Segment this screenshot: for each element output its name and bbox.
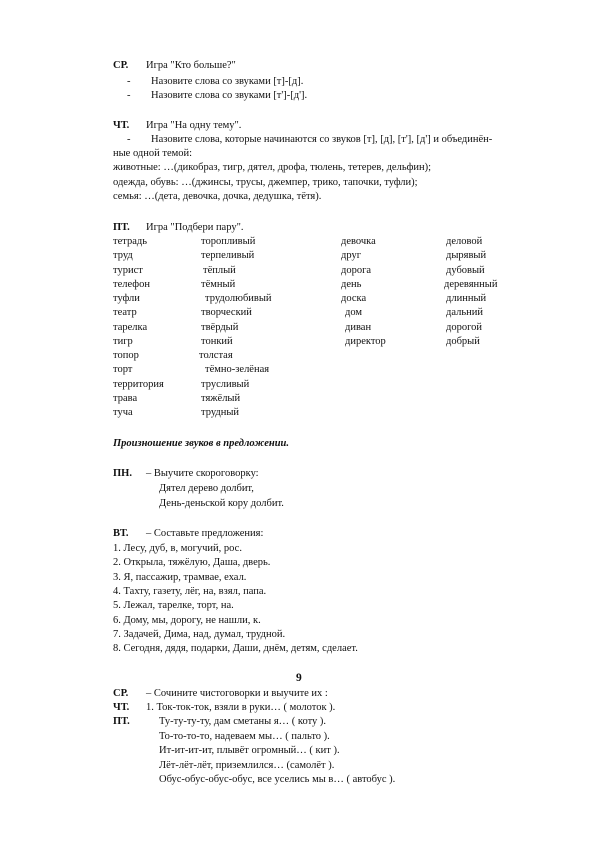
s6-line: Обус-обус-обус-обус, все уселись мы в… ( автобус ). bbox=[159, 774, 396, 785]
word-col1: театр bbox=[113, 307, 137, 318]
word-col2: тяжёлый bbox=[201, 393, 241, 404]
word-col2: тонкий bbox=[201, 336, 233, 347]
word-col4: добрый bbox=[446, 336, 480, 347]
word-col2: терпеливый bbox=[201, 250, 255, 261]
s2-text-1: Назовите слова, которые начинаются со звуков [т], [д], [т'], [д'] и объединён- bbox=[151, 134, 493, 145]
word-col2: торопливый bbox=[201, 236, 256, 247]
s6-intro: – Сочините чистоговорки и выучите их : bbox=[146, 688, 328, 699]
word-col1: труд bbox=[113, 250, 133, 261]
dash-bullet: - bbox=[127, 76, 131, 87]
word-col2: трудолюбивый bbox=[205, 293, 272, 304]
s5-item: 8. Сегодня, дядя, подарки, Даши, днём, детям, сделает. bbox=[113, 643, 358, 654]
word-col3: дорога bbox=[341, 265, 372, 276]
dash-bullet: - bbox=[127, 90, 131, 101]
word-col3: дом bbox=[345, 307, 363, 318]
s5-item: 4. Тахту, газету, лёг, на, взял, папа. bbox=[113, 586, 267, 597]
word-col1: тетрадь bbox=[113, 236, 148, 247]
s5-item: 1. Лесу, дуб, в, могучий, рос. bbox=[113, 543, 242, 554]
word-col1: туфли bbox=[113, 293, 140, 304]
s6-line: Ту-ту-ту-ту, дам сметаны я… ( коту ). bbox=[159, 716, 327, 727]
word-col1: тигр bbox=[113, 336, 133, 347]
word-col2: тёплый bbox=[203, 265, 236, 276]
word-col4: дальний bbox=[446, 307, 483, 318]
word-col1: топор bbox=[113, 350, 139, 361]
word-col1: туча bbox=[113, 407, 133, 418]
s2-line-2: одежда, обувь: …(джинсы, трусы, джемпер, трико, тапочки, туфли); bbox=[113, 177, 418, 188]
word-col2: трусливый bbox=[201, 379, 250, 390]
word-col4: дырявый bbox=[446, 250, 487, 261]
s3-title: Игра "Подбери пару". bbox=[146, 222, 244, 233]
s4-intro: – Выучите скороговорку: bbox=[146, 468, 259, 479]
word-col3: директор bbox=[345, 336, 386, 347]
s2-label: ЧТ. bbox=[113, 120, 130, 131]
word-col1: турист bbox=[113, 265, 143, 276]
s1-label: СР. bbox=[113, 60, 129, 71]
s5-item: 3. Я, пассажир, трамвае, ехал. bbox=[113, 572, 247, 583]
word-col4: деловой bbox=[446, 236, 483, 247]
s4-line-1: Дятел дерево долбит, bbox=[159, 483, 254, 494]
s6-line: Лёт-лёт-лёт, приземлился… (самолёт ). bbox=[159, 760, 335, 771]
word-col2: толстая bbox=[199, 350, 233, 361]
word-col4: деревянный bbox=[444, 279, 498, 290]
s5-intro: – Составьте предложения: bbox=[146, 528, 264, 539]
s6-line: Ит-ит-ит-ит, плывёт огромный… ( кит ). bbox=[159, 745, 340, 756]
s3-label: ПТ. bbox=[113, 222, 130, 233]
s2-text-2: ные одной темой: bbox=[113, 148, 193, 159]
word-col4: дубовый bbox=[446, 265, 485, 276]
word-col3: девочка bbox=[341, 236, 376, 247]
s6-label: СР. bbox=[113, 688, 129, 699]
s2-line-1: животные: …(дикобраз, тигр, дятел, дрофа, тюлень, тетерев, дельфин); bbox=[113, 162, 432, 173]
word-col1: трава bbox=[113, 393, 138, 404]
s6-label-3: ПТ. bbox=[113, 716, 130, 727]
s4-label: ПН. bbox=[113, 468, 132, 479]
s6-item-1: 1. Ток-ток-ток, взяли в руки… ( молоток ). bbox=[146, 702, 336, 713]
word-col3: день bbox=[341, 279, 362, 290]
word-col3: доска bbox=[341, 293, 367, 304]
dash-bullet: - bbox=[127, 134, 131, 145]
s1-title: Игра "Кто больше?" bbox=[146, 60, 236, 71]
s4-line-2: День-деньской кору долбит. bbox=[159, 498, 284, 509]
section-heading: Произношение звуков в предложении. bbox=[113, 438, 290, 449]
s6-label-2: ЧТ. bbox=[113, 702, 130, 713]
word-col1: торт bbox=[113, 364, 133, 375]
s5-item: 6. Дому, мы, дорогу, не нашли, к. bbox=[113, 615, 261, 626]
word-col1: территория bbox=[113, 379, 164, 390]
s5-item: 2. Открыла, тяжёлую, Даша, дверь. bbox=[113, 557, 271, 568]
word-col3: диван bbox=[345, 322, 372, 333]
word-col2: тёмный bbox=[201, 279, 236, 290]
word-col2: трудный bbox=[201, 407, 240, 418]
word-col2: творческий bbox=[201, 307, 252, 318]
s1-bullet-1: Назовите слова со звуками [т]-[д]. bbox=[151, 76, 304, 87]
page-number: 9 bbox=[296, 672, 302, 684]
s5-item: 7. Задачей, Дима, над, думал, трудной. bbox=[113, 629, 286, 640]
word-col1: тарелка bbox=[113, 322, 148, 333]
s2-title: Игра "На одну тему". bbox=[146, 120, 242, 131]
word-col2: тёмно-зелёная bbox=[205, 364, 270, 375]
s6-line: То-то-то-то, надеваем мы… ( пальто ). bbox=[159, 731, 330, 742]
word-col4: длинный bbox=[446, 293, 487, 304]
s2-line-3: семья: …(дета, девочка, дочка, дедушка, тётя). bbox=[113, 191, 322, 202]
word-col2: твёрдый bbox=[201, 322, 239, 333]
word-col3: друг bbox=[341, 250, 362, 261]
s5-item: 5. Лежал, тарелке, торт, на. bbox=[113, 600, 234, 611]
s1-bullet-2: Назовите слова со звуками [т']-[д']. bbox=[151, 90, 308, 101]
s5-label: ВТ. bbox=[113, 528, 129, 539]
word-col1: телефон bbox=[113, 279, 150, 290]
word-col4: дорогой bbox=[446, 322, 483, 333]
